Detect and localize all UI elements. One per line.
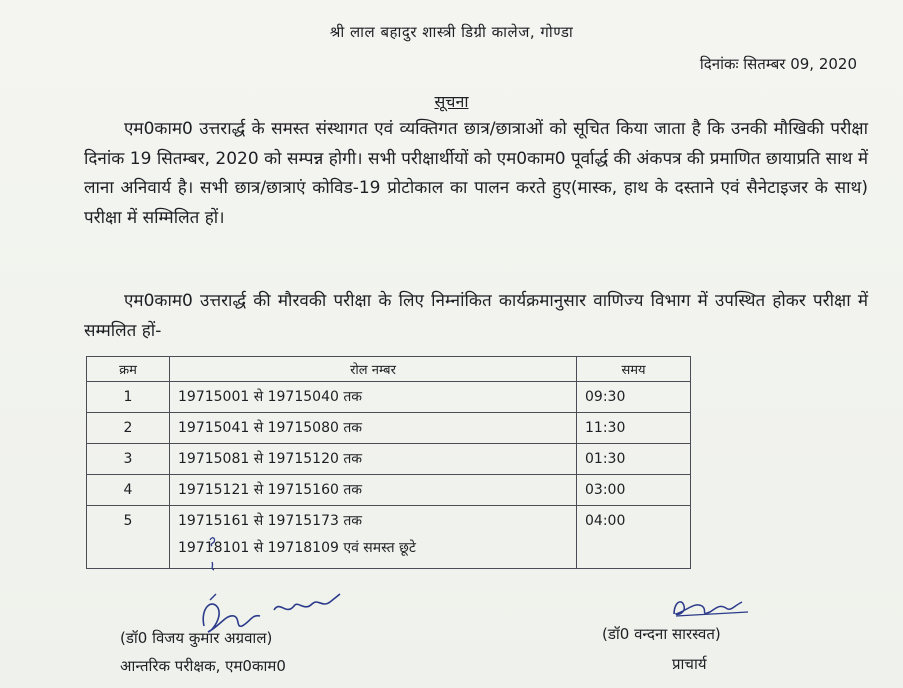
- row-roll-range-multi: [170, 506, 577, 569]
- notice-paragraph-1: एम0काम0 उत्तरार्द्ध के समस्त संस्थागत एवं व्यक्तिगत छात्र/छात्राओं को सूचित किया जाता है कि उनकी मौखिकी परीक्षा दिनांक 19 सितम्बर, 2020 को सम्पन्न होगी। सभी परीक्षार्थीयों को एम0काम0 पूर्वार्द्ध की अंकपत्र की प्रमाणित छायाप्रति साथ में लाना अनिवार्य है। सभी छात्र/छात्राएं कोविड-19 प्रोटोकाल का पालन करते हुए(मास्क, हाथ के दस्ताने एवं सैनेटाइजर के साथ) परीक्षा में सम्मिलित हों।: [84, 119, 868, 228]
- row-roll-range: 19715121 से 19715160 तक: [170, 475, 577, 506]
- internal-examiner-name: (डॉ0 विजय कुमार अग्रवाल): [120, 629, 273, 647]
- table-row: [87, 475, 691, 506]
- table-row: [87, 382, 691, 413]
- table-header-row: [87, 357, 691, 382]
- row-time: 03:00: [577, 475, 691, 506]
- principal-title: प्राचार्य: [672, 655, 707, 673]
- row-roll-range-extra: 19718101 से 19718109 एवं समस्त छूटे: [178, 540, 416, 556]
- college-name: श्री लाल बहादुर शास्त्री डिग्री कालेज, गोण्डा: [329, 23, 574, 41]
- internal-examiner-title: आन्तरिक परीक्षक, एम0काम0: [120, 657, 286, 675]
- row-time: 11:30: [577, 413, 691, 444]
- row-roll-range: 19715041 से 19715080 तक: [170, 413, 577, 444]
- row-roll-range: 19715081 से 19715120 तक: [170, 444, 577, 475]
- row-serial: 2: [87, 413, 170, 444]
- row-time: 04:00: [577, 506, 691, 569]
- row-serial: 3: [87, 444, 170, 475]
- row-serial: 4: [87, 475, 170, 506]
- row-time: 09:30: [577, 382, 691, 413]
- row-time: 01:30: [577, 444, 691, 475]
- header-roll-number: रोल नम्बर: [170, 357, 577, 382]
- principal-name: (डॉ0 वन्दना सारस्वत): [602, 625, 721, 643]
- header-serial: क्रम: [87, 357, 170, 382]
- table-row: [87, 444, 691, 475]
- row-serial: 1: [87, 382, 170, 413]
- row-roll-range: 19715001 से 19715040 तक: [170, 382, 577, 413]
- notice-title: सूचना: [434, 92, 469, 111]
- table-row: [87, 413, 691, 444]
- row-serial: 5: [87, 506, 170, 569]
- right-signature-icon: [668, 592, 758, 622]
- notice-paragraph-2: एम0काम0 उत्तरार्द्ध की मौरवकी परीक्षा के लिए निम्नांकित कार्यक्रमानुसार वाणिज्य विभाग में उपस्थित होकर परीक्षा में सम्मलित हों-: [84, 291, 868, 341]
- schedule-table-wrapper: [86, 356, 691, 569]
- table-row: [87, 506, 691, 569]
- handwritten-correction-icon: [204, 532, 224, 572]
- schedule-table: [86, 356, 691, 569]
- row-roll-range: 19715161 से 19715173 तक: [178, 513, 363, 529]
- header-time: समय: [577, 357, 691, 382]
- notice-date: दिनांकः सितम्बर 09, 2020: [699, 55, 857, 73]
